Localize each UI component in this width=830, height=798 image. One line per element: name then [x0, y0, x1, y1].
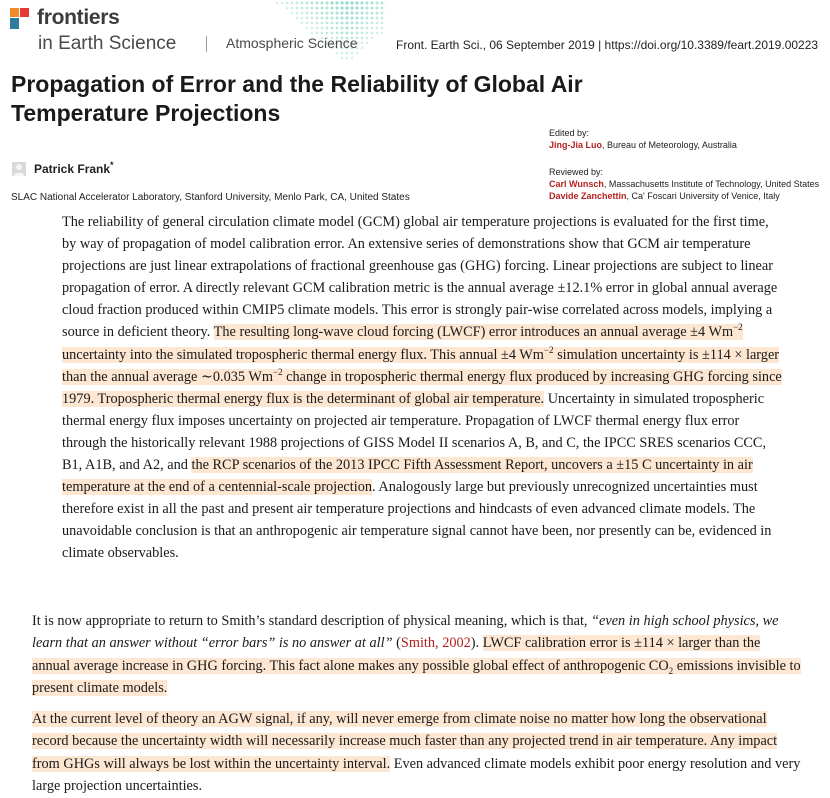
body-paragraph-1: It is now appropriate to return to Smith’s standard description of physical meaning, which is that, “even in high school physics, we learn that an answer without “error bars” is no answer at all” (Smith, 2002). LWCF calibration error is ±114 × larger than the annual average increase in GHG forcing. This fact alone makes any possible global effect of anthropogenic $CO_2$ emissions invisible to present climate models. — [32, 613, 801, 696]
frontiers-logo-icon — [10, 8, 30, 30]
article-title: Propagation of Error and the Reliability of Global Air Temperature Projections — [11, 71, 583, 126]
reference-link[interactable]: Smith, 2002 — [400, 635, 471, 652]
body-highlight-2: At the current level of theory an AGW signal, if any, will never emerge from climate noise no matter how long the observational record because the uncertainty width will necessarily increase much faster than any projected trend in air temperature. Any impact from GHGs will always be lost within the uncertainty interval. — [32, 711, 778, 772]
reviewed-by-label: Reviewed by: — [549, 167, 604, 177]
logo-wordmark: frontiers — [37, 6, 120, 29]
abstract-highlight-1: The resulting long-wave cloud forcing (LWCF) error introduces an annual average ±4 $Wm^{-2}$ uncertainty into the simulated tropospheric thermal energy flux. This annual ±4 $Wm^{-2}$ simulation uncertainty is ±114 × larger than the annual average ∼0.035 $Wm^{-2}$ change in tropospheric thermal energy flux produced by increasing GHG forcing since 1979. Tropospheric thermal energy flux is the determinant of global air temperature. — [62, 322, 782, 407]
editor-name[interactable]: Jing-Jia Luo — [549, 140, 603, 150]
abstract-paragraph — [62, 211, 784, 565]
reviewer-name-1[interactable]: Carl Wunsch — [549, 179, 604, 189]
author-affiliation: SLAC National Accelerator Laboratory, Stanford University, Menlo Park, CA, United States — [11, 192, 410, 203]
quote-text: “even in high school physics, we learn that an answer without “error bars” is no answer at all” — [32, 613, 779, 652]
body-highlight-1: LWCF calibration error is ±114 × larger than the annual average increase in GHG forcing. This fact alone makes any possible global effect of anthropogenic $CO_2$ emissions invisible to present climate models. — [32, 635, 801, 696]
corresponding-mark: * — [110, 160, 114, 170]
author-name-line[interactable] — [34, 162, 114, 176]
author-name: Patrick Frank — [34, 162, 111, 176]
reviewer-name-2[interactable]: Davide Zanchettin — [549, 191, 627, 201]
editor-line — [549, 140, 737, 151]
journal-name: in Earth Science — [38, 33, 177, 54]
reviewer-affiliation-2: , Ca' Foscari University of Venice, Italy — [626, 191, 780, 201]
author-avatar-icon — [12, 162, 26, 176]
reviewer-line-1 — [549, 179, 819, 190]
header-divider — [206, 36, 207, 52]
abstract-text: Uncertainty in simulated tropospheric thermal energy flux imposes uncertainty on projected air temperature. Propagation of LWCF thermal energy flux error through the historically relevant 1988 projections of GISS Model II scenarios A, B, and C, the IPCC SRES scenarios CCC, B1, A1B, and A2, and — [62, 390, 767, 474]
body-paragraph-2: At the current level of theory an AGW signal, if any, will never emerge from climate noise no matter how long the observational record because the uncertainty width will necessarily increase much faster than any projected trend in air temperature. Any impact from GHGs will always be lost within the uncertainty interval. Even advanced climate models exhibit poor energy resolution and very large projection uncertainties. — [32, 711, 801, 794]
decorative-dots-pattern — [268, 0, 386, 60]
reviewer-affiliation-1: , Massachusetts Institute of Technology, United States — [603, 179, 820, 189]
section-name[interactable]: Atmospheric Science — [226, 35, 358, 51]
abstract-text: The reliability of general circulation climate model (GCM) global air temperature projections is evaluated for the first time, by way of propagation of model calibration error. An extensive series of demonstrations show that GCM air temperature projections are just linear extrapolations of fractional greenhouse gas (GHG) forcing. Linear projections are subject to linear propagation of error. A directly relevant GCM calibration metric is the annual average ±12.1% error in global annual average cloud fraction produced within CMIP5 climate models. This error is strongly pair-wise correlated across models, implying a source in deficient theory. — [62, 214, 778, 341]
edited-by-label: Edited by: — [549, 128, 590, 138]
article-citation[interactable]: Front. Earth Sci., 06 September 2019 | https://doi.org/10.3389/feart.2019.00223 — [396, 38, 819, 52]
abstract-highlight-2: the RCP scenarios of the 2013 IPCC Fifth Assessment Report, uncovers a ±15 C uncertainty in air temperature at the end of a centennial-scale projection — [62, 457, 753, 496]
abstract-text: . Analogously large but previously unrecognized uncertainties must therefore exist in all the past and present air temperature projections and hindcasts of even advanced climate models. The unavoidable conclusion is that an anthropogenic air temperature signal cannot have been, nor presently can be, evidenced in climate observables. — [62, 479, 772, 562]
reviewer-line-2 — [549, 191, 780, 202]
editor-affiliation: , Bureau of Meteorology, Australia — [602, 140, 737, 150]
